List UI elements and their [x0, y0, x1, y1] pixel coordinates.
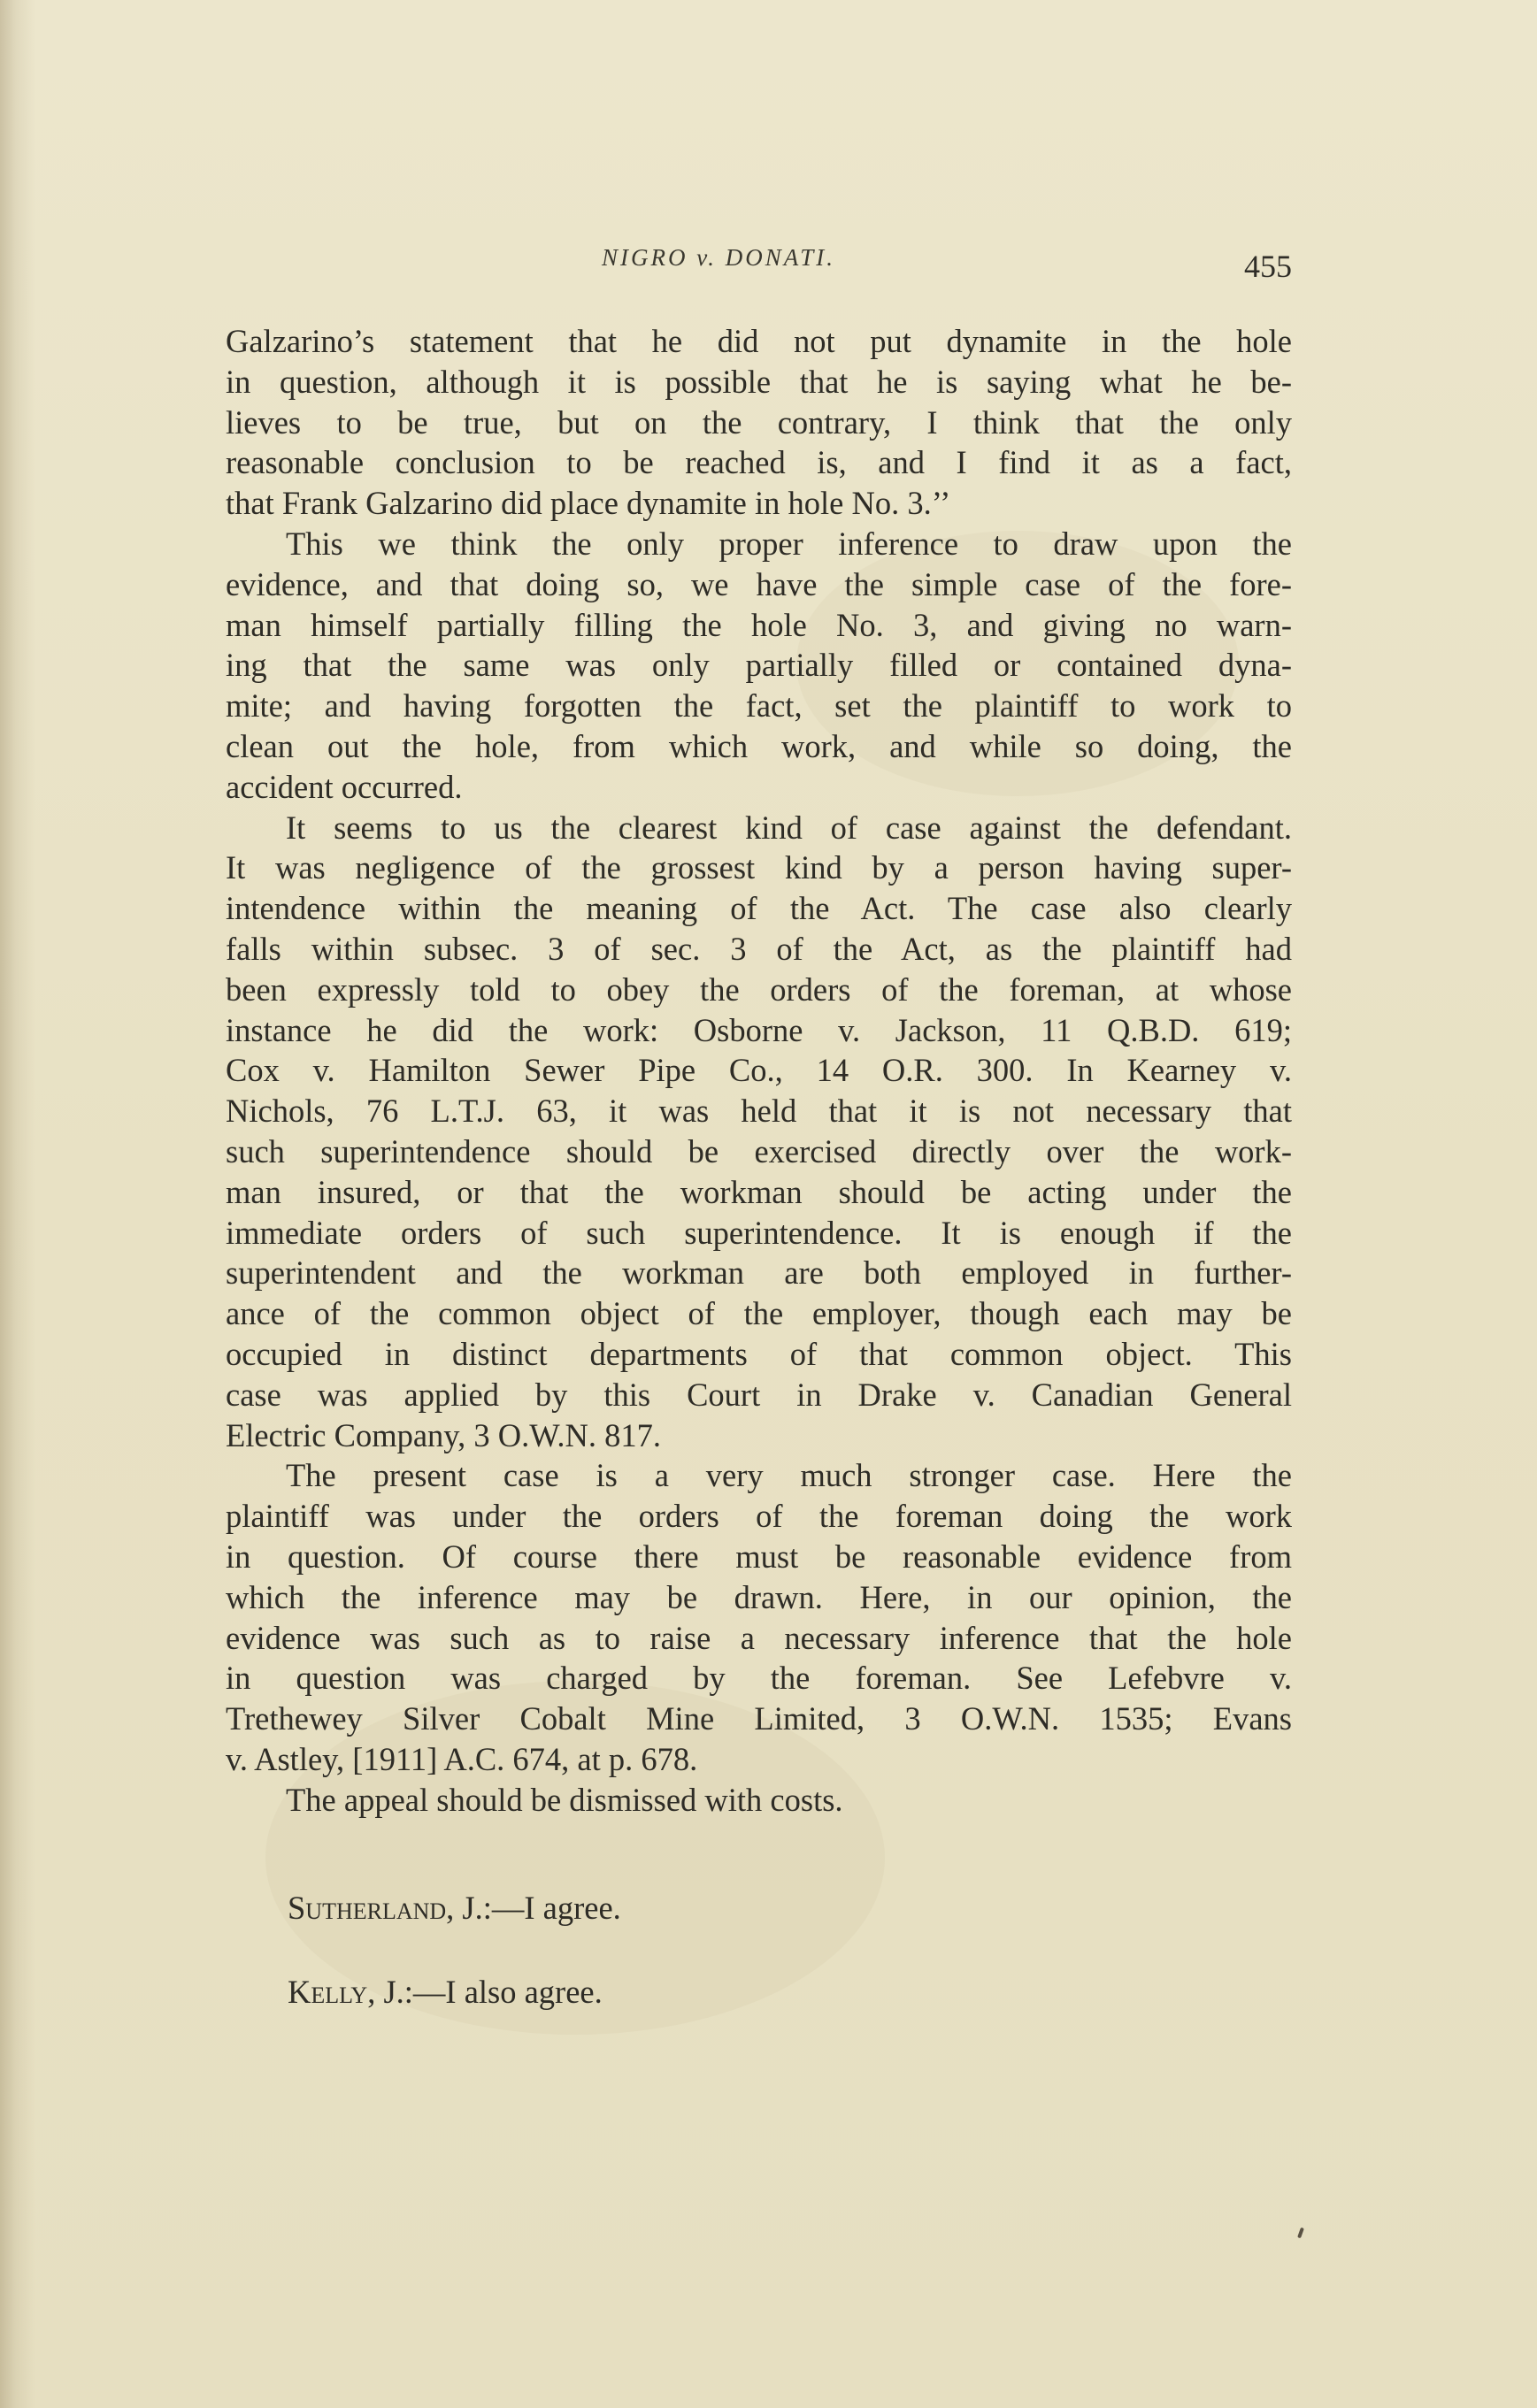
text-line: plaintiff was under the orders of the foreman doing the work	[226, 1498, 1292, 1535]
running-title: NIGRO v. DONATI.	[602, 244, 835, 271]
text-line: man insured, or that the workman should be acting under the	[226, 1173, 1292, 1210]
text-line: been expressly told to obey the orders of the foreman, at whose	[226, 970, 1292, 1008]
body-text	[226, 321, 1292, 1820]
text-line: occupied in distinct departments of that common object. This	[226, 1335, 1292, 1372]
paragraph	[226, 1780, 1292, 1821]
text-line: which the inference may be drawn. Here, in our opinion, the	[226, 1578, 1292, 1615]
paragraph	[226, 1455, 1292, 1779]
text-line: ance of the common object of the employer, though each may be	[226, 1295, 1292, 1332]
text-line: lieves to be true, but on the contrary, I think that the only	[226, 403, 1292, 441]
opinion-kelly	[288, 1973, 603, 2011]
paragraph	[226, 321, 1292, 524]
text-line: such superintendence should be exercised directly over the work-	[226, 1132, 1292, 1169]
opinion-text: , J.:—I agree.	[446, 1890, 621, 1926]
page-number: 455	[1244, 249, 1292, 284]
text-line: v. Astley, [1911] A.C. 674, at p. 678.	[226, 1740, 698, 1777]
text-line: The appeal should be dismissed with costs.	[286, 1781, 843, 1818]
page-header	[0, 237, 1537, 290]
text-line: superintendent and the workman are both employed in further-	[226, 1254, 1292, 1292]
text-line: It was negligence of the grossest kind by a person having super-	[226, 849, 1292, 886]
text-line: in question, although it is possible that he is saying what he be-	[226, 363, 1292, 400]
paragraph	[226, 524, 1292, 808]
text-line: man himself partially filling the hole No. 3, and giving no warn-	[226, 606, 1292, 643]
text-line: ing that the same was only partially filled or contained dyna-	[226, 647, 1292, 684]
ink-speck	[1297, 2228, 1304, 2239]
text-line: It seems to us the clearest kind of case against the defendant.	[286, 809, 1292, 846]
judge-name: Kelly	[288, 1974, 368, 2010]
text-line: evidence, and that doing so, we have the simple case of the fore-	[226, 565, 1292, 602]
text-line: Trethewey Silver Cobalt Mine Limited, 3 O.W.N. 1535; Evans	[226, 1700, 1292, 1737]
text-line: Electric Company, 3 O.W.N. 817.	[226, 1416, 661, 1453]
text-line: in question. Of course there must be reasonable evidence from	[226, 1538, 1292, 1575]
text-line: falls within subsec. 3 of sec. 3 of the Act, as the plaintiff had	[226, 930, 1292, 967]
text-line: Cox v. Hamilton Sewer Pipe Co., 14 O.R. 300. In Kearney v.	[226, 1052, 1292, 1089]
text-line: Nichols, 76 L.T.J. 63, it was held that it is not necessary that	[226, 1093, 1292, 1130]
opinion-sutherland	[288, 1889, 621, 1927]
text-line: Galzarino’s statement that he did not put dynamite in the hole	[226, 323, 1292, 359]
text-line: clean out the hole, from which work, and while so doing, the	[226, 727, 1292, 764]
text-line: mite; and having forgotten the fact, set the plaintiff to work to	[226, 687, 1292, 725]
text-line: This we think the only proper inference to draw upon the	[286, 525, 1292, 562]
judge-name: Sutherland	[288, 1890, 447, 1926]
opinion-text: , J.:—I also agree.	[367, 1974, 603, 2010]
text-line: instance he did the work: Osborne v. Jackson, 11 Q.B.D. 619;	[226, 1011, 1292, 1048]
text-line: The present case is a very much stronger case. Here the	[286, 1457, 1292, 1494]
text-line: evidence was such as to raise a necessary inference that the hole	[226, 1619, 1292, 1656]
text-line: case was applied by this Court in Drake v. Canadian General	[226, 1376, 1292, 1413]
text-line: intendence within the meaning of the Act. The case also clearly	[226, 890, 1292, 927]
text-line: in question was charged by the foreman. See Lefebvre v.	[226, 1660, 1292, 1697]
text-line: reasonable conclusion to be reached is, and I find it as a fact,	[226, 444, 1292, 481]
text-line: accident occurred.	[226, 768, 463, 805]
paragraph	[226, 808, 1292, 1456]
text-line: that Frank Galzarino did place dynamite in hole No. 3.’’	[226, 485, 951, 522]
text-line: immediate orders of such superintendence. It is enough if the	[226, 1214, 1292, 1251]
